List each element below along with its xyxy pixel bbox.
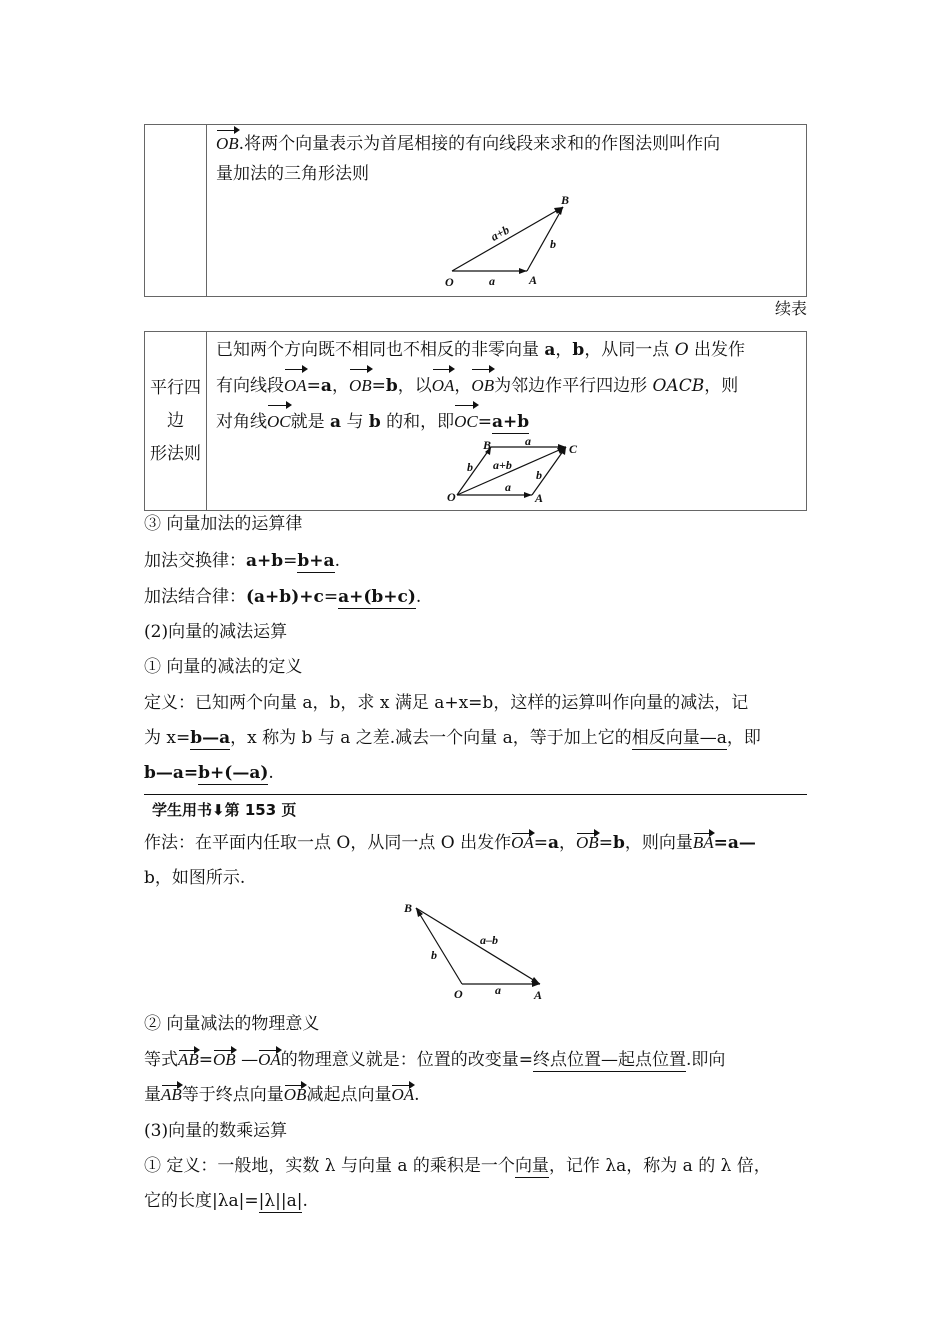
r1-a: a bbox=[544, 340, 556, 360]
phys-vector-ob: OB bbox=[213, 1050, 236, 1069]
phys-vector-ab: AB bbox=[178, 1050, 199, 1069]
label-b-left: b bbox=[467, 460, 473, 474]
r1-sep: ， bbox=[555, 340, 573, 360]
point-b: B bbox=[483, 438, 492, 452]
vector-ob: OB bbox=[349, 368, 372, 403]
method-vector-oa: OA bbox=[511, 833, 534, 852]
method-vector-ob: OB bbox=[576, 833, 599, 852]
vector-oc: OC bbox=[267, 404, 291, 439]
subtraction-figure bbox=[398, 898, 558, 1004]
phys-l2-mid2: 减起点向量 bbox=[306, 1085, 392, 1105]
addition-laws-title: ③ 向量加法的运算律 bbox=[144, 514, 303, 534]
commutative-law: 加法交换律：a+b=b+a. bbox=[144, 551, 340, 571]
label-b-vec: b bbox=[550, 237, 556, 251]
mul-answer-vector: 向量 bbox=[514, 1156, 549, 1176]
r3-b: b bbox=[368, 412, 381, 432]
parallelogram-rule-label bbox=[145, 332, 207, 511]
r3-pre: 对角线 bbox=[216, 412, 267, 432]
label-b-right: b bbox=[536, 468, 542, 482]
definition-line2 bbox=[144, 727, 761, 749]
label-a-top: a bbox=[525, 435, 531, 448]
scalar-line2 bbox=[144, 1190, 308, 1212]
phys-l1-end: .即向 bbox=[686, 1050, 726, 1070]
def-l3-pre: b—a= bbox=[144, 763, 199, 783]
method-a: a bbox=[548, 833, 560, 853]
subtraction-title: (2)向量的减法运算 bbox=[144, 622, 288, 642]
label-o: O bbox=[445, 275, 454, 289]
associative-lhs: (a+b)+c bbox=[246, 587, 324, 607]
r2-eq1: = bbox=[306, 376, 321, 396]
subtraction-definition-title: ① 向量的减法的定义 bbox=[144, 657, 303, 677]
def-answer-b-minus-a: b—a bbox=[190, 728, 231, 748]
r2-a: a bbox=[320, 376, 332, 396]
phys-l1-mid: 的物理意义就是：位置的改变量= bbox=[280, 1050, 534, 1070]
def-l2-pre: 为 x= bbox=[144, 728, 191, 748]
header-page: 第 153 页 bbox=[224, 801, 297, 819]
method-line1: 作法：在平面内任取一点 O，从同一点 O 出发作OA=a，OB=b，则向量BA=a— bbox=[144, 833, 756, 853]
mul-answer-length: |λ||a| bbox=[258, 1191, 303, 1211]
sub-label-a-minus-b: a–b bbox=[480, 933, 498, 947]
phys-vector-ab-2: AB bbox=[161, 1085, 182, 1104]
triangle-rule-line1: .将两个向量表示为首尾相接的有向线段来求和的作图法则叫作向 bbox=[238, 134, 721, 154]
label-a-plus-b: a+b bbox=[488, 222, 512, 244]
label-line2: 边 bbox=[167, 410, 184, 431]
r3-eq: = bbox=[477, 412, 493, 432]
def-l2-mid: ，x 称为 b 与 a 之差.减去一个向量 a，等于加上它的 bbox=[230, 728, 632, 748]
triangle-rule-line2: 量加法的三角形法则 bbox=[216, 164, 369, 184]
parallelogram-figure bbox=[443, 435, 583, 510]
r2-end: ，则 bbox=[704, 376, 739, 396]
mul-l2-end: . bbox=[302, 1191, 308, 1211]
definition-line1: 定义：已知两个向量 a，b，求 x 满足 a+x=b，这样的运算叫作向量的减法，记 bbox=[144, 693, 749, 713]
r2-sep2: ， bbox=[454, 376, 472, 396]
vector-oa: OA bbox=[284, 368, 307, 403]
commutative-label: 加法交换律： bbox=[144, 551, 246, 571]
physical-line1: 等式AB=OB —OA的物理意义就是：位置的改变量=终点位置—起点位置.即向 bbox=[144, 1050, 726, 1070]
r2-b: b bbox=[385, 376, 398, 396]
commutative-lhs: a+b bbox=[246, 551, 284, 571]
point-a: A bbox=[535, 491, 544, 505]
continued-label: 续表 bbox=[774, 299, 807, 318]
triangle-rule-text bbox=[216, 129, 720, 189]
r1-end: 出发作 bbox=[688, 340, 746, 360]
r1-pre: 已知两个方向既不相同也不相反的非零向量 bbox=[216, 340, 545, 360]
r2-eq2: = bbox=[371, 376, 386, 396]
commutative-answer: b+a bbox=[297, 551, 335, 571]
mul-l2-pre: 它的长度|λa|= bbox=[144, 1191, 259, 1211]
mul-l1-pre: ① 定义：一般地，实数 λ 与向量 a 的乘积是一个 bbox=[144, 1156, 515, 1176]
r2-oacb: OACB bbox=[652, 376, 705, 396]
triangle-rule-figure bbox=[437, 193, 577, 293]
phys-vector-oa: OA bbox=[258, 1050, 281, 1069]
table1-left-cell bbox=[145, 125, 207, 297]
point-c: C bbox=[569, 442, 578, 456]
down-arrow-icon: ⬇ bbox=[212, 801, 225, 819]
r2-pre: 有向线段 bbox=[216, 376, 284, 396]
label-b-point: B bbox=[561, 193, 570, 207]
vector-ob: OB bbox=[216, 129, 239, 159]
parallelogram-rule-table bbox=[144, 331, 807, 511]
mul-l1-end: ，记作 λa，称为 a 的 λ 倍， bbox=[548, 1156, 771, 1176]
physical-meaning-title: ② 向量减法的物理意义 bbox=[144, 1014, 320, 1034]
r2-post: 为邻边作平行四边形 bbox=[494, 376, 653, 396]
r1-b: b bbox=[572, 340, 585, 360]
def-answer-b-plus-neg-a: b+(—a) bbox=[198, 763, 269, 783]
page-header bbox=[152, 799, 296, 820]
phys-l1-pre: 等式 bbox=[144, 1050, 178, 1070]
method-b: b bbox=[612, 833, 625, 853]
sub-point-o: O bbox=[454, 987, 463, 1001]
phys-l2-mid: 等于终点向量 bbox=[181, 1085, 284, 1105]
associative-label: 加法结合律： bbox=[144, 587, 246, 607]
sub-point-a: A bbox=[534, 988, 543, 1002]
parallelogram-rule-text bbox=[216, 333, 745, 440]
vector-oc-2: OC bbox=[454, 404, 478, 439]
triangle-rule-table bbox=[144, 124, 807, 297]
section-divider bbox=[144, 794, 807, 795]
method-line2: b，如图所示. bbox=[144, 868, 246, 888]
r3-mid: 就是 bbox=[290, 412, 331, 432]
def-answer-opposite: 相反向量—a bbox=[631, 728, 727, 748]
label-a-bottom: a bbox=[505, 480, 511, 494]
definition-line3 bbox=[144, 762, 274, 784]
sub-label-a: a bbox=[495, 983, 501, 997]
method-end: =a— bbox=[713, 833, 756, 853]
r2-sep1: ， bbox=[331, 376, 349, 396]
label-line3: 形法则 bbox=[150, 443, 201, 464]
sub-point-b: B bbox=[404, 901, 413, 915]
def-l2-end: ，即 bbox=[726, 728, 761, 748]
method-mid: ，则向量 bbox=[624, 833, 693, 853]
label-a-plus-b: a+b bbox=[493, 458, 512, 472]
phys-vector-oa-2: OA bbox=[391, 1085, 415, 1104]
method-vector-ba: BA bbox=[692, 833, 714, 852]
label-a-point: A bbox=[529, 273, 538, 287]
vector-oa-2: OA bbox=[432, 368, 455, 403]
table1-right-cell bbox=[207, 125, 807, 297]
physical-line2: 量AB等于终点向量OB减起点向量OA. bbox=[144, 1085, 420, 1105]
point-o: O bbox=[447, 490, 456, 504]
r1-post: ，从同一点 bbox=[584, 340, 675, 360]
scalar-multiplication-title: (3)向量的数乘运算 bbox=[144, 1121, 288, 1141]
sub-label-b: b bbox=[431, 948, 437, 962]
phys-answer: 终点位置—起点位置 bbox=[533, 1050, 687, 1070]
associative-answer: a+(b+c) bbox=[338, 587, 416, 607]
scalar-line1 bbox=[144, 1155, 771, 1177]
header-book: 学生用书 bbox=[152, 801, 213, 819]
associative-law: 加法结合律：(a+b)+c=a+(b+c). bbox=[144, 587, 422, 607]
label-a-vec: a bbox=[489, 274, 495, 288]
vector-ob-2: OB bbox=[471, 368, 494, 403]
parallelogram-rule-content bbox=[207, 332, 807, 511]
phys-l2-pre: 量 bbox=[144, 1085, 161, 1105]
method-pre: 作法：在平面内任取一点 O，从同一点 O 出发作 bbox=[144, 833, 512, 853]
r3-answer: a+b bbox=[492, 412, 530, 432]
r3-post: 的和，即 bbox=[380, 412, 455, 432]
r3-a: a bbox=[330, 412, 342, 432]
phys-vector-ob-2: OB bbox=[283, 1085, 307, 1104]
r2-mid: ，以 bbox=[397, 376, 432, 396]
def-l3-end: . bbox=[268, 763, 274, 783]
r3-with: 与 bbox=[341, 412, 369, 432]
r1-o: O bbox=[674, 340, 689, 360]
label-line1: 平行四 bbox=[150, 377, 201, 398]
